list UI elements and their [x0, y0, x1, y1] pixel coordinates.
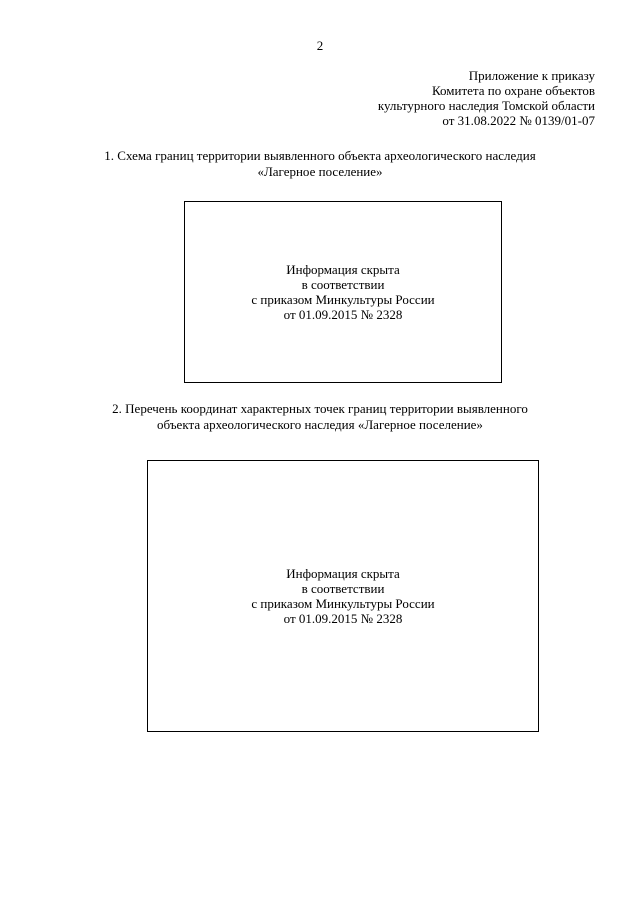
hidden-info-line: с приказом Минкультуры России: [251, 596, 435, 611]
section-2-title-line: объекта археологического наследия «Лагерное поселение»: [157, 417, 483, 432]
section-1-title-line: «Лагерное поселение»: [257, 164, 383, 179]
hidden-info-box-1: [184, 201, 502, 383]
appendix-date-number: от 31.08.2022 № 0139/01-07: [442, 113, 595, 128]
section-1-title-line: 1. Схема границ территории выявленного объекта археологического наследия: [104, 148, 536, 163]
section-2-title-line: 2. Перечень координат характерных точек границ территории выявленного: [112, 401, 528, 416]
hidden-info-line: Информация скрыта: [286, 262, 400, 277]
hidden-info-line: от 01.09.2015 № 2328: [283, 611, 403, 626]
hidden-info-line: от 01.09.2015 № 2328: [283, 307, 403, 322]
appendix-header: [295, 68, 595, 128]
appendix-line: культурного наследия Томской области: [377, 98, 595, 113]
section-1-title: [0, 148, 640, 180]
page-number: 2: [316, 38, 324, 53]
hidden-info-text-2: [251, 566, 434, 626]
hidden-info-line: в соответствии: [301, 581, 385, 596]
section-2-title: [0, 401, 640, 433]
appendix-line: Комитета по охране объектов: [432, 83, 595, 98]
hidden-info-text-1: [251, 262, 434, 322]
hidden-info-line: с приказом Минкультуры России: [251, 292, 435, 307]
hidden-info-line: Информация скрыта: [286, 566, 400, 581]
appendix-line: Приложение к приказу: [468, 68, 595, 83]
hidden-info-box-2: [147, 460, 539, 732]
hidden-info-line: в соответствии: [301, 277, 385, 292]
